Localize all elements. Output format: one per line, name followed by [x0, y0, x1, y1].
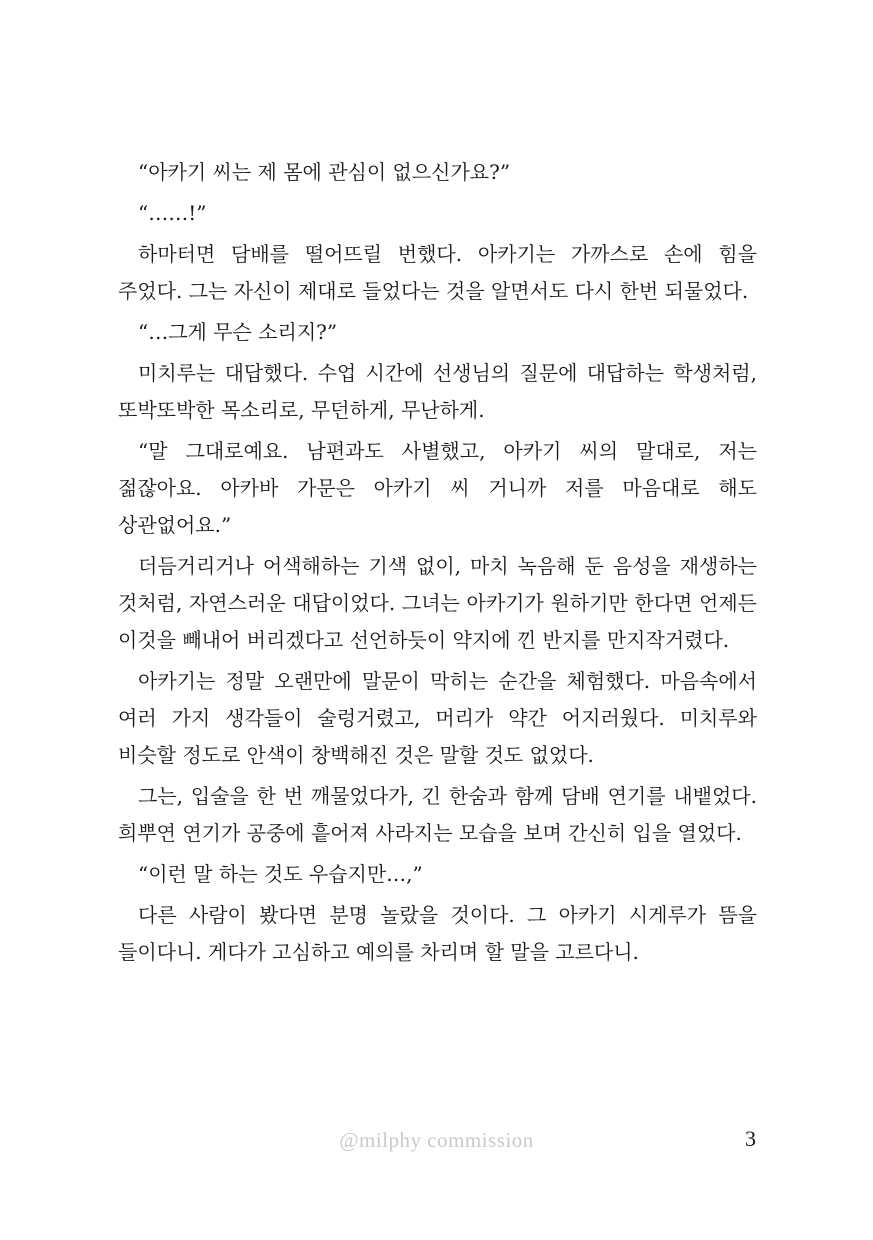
- paragraph: 미치루는 대답했다. 수업 시간에 선생님의 질문에 대답하는 학생처럼, 또박또박한 목소리로, 무던하게, 무난하게.: [118, 361, 757, 422]
- paragraph: “말 그대로예요. 남편과도 사별했고, 아카기 씨의 말대로, 저는 젊잖아요. 아카바 가문은 아카기 씨 거니까 저를 마음대로 해도 상관없어요.”: [118, 439, 757, 537]
- paragraph: “…그게 무슨 소리지?”: [138, 320, 338, 344]
- paragraph: 아카기는 정말 오랜만에 말문이 막히는 순간을 체험했다. 마음속에서 여러 가지 생각들이 술렁거렸고, 머리가 약간 어지러웠다. 미치루와 비슷할 정도로 안색이 창백해진 것은 말할 것도 없었다.: [118, 669, 757, 767]
- page-number: 3: [745, 1126, 756, 1151]
- paragraph: “아카기 씨는 제 몸에 관심이 없으신가요?”: [138, 160, 511, 184]
- body-text: [118, 154, 757, 975]
- paragraph: “이런 말 하는 것도 우습지만…,”: [138, 862, 423, 886]
- paragraph: 더듬거리거나 어색해하는 기색 없이, 마치 녹음해 둔 음성을 재생하는 것처럼, 자연스러운 대답이었다. 그녀는 아카기가 원하기만 한다면 언제든 이것을 빼내어 버리겠다고 선언하듯이 약지에 낀 반지를 만지작거렸다.: [118, 554, 757, 652]
- paragraph: 하마터면 담배를 떨어뜨릴 번했다. 아카기는 가까스로 손에 힘을 주었다. 그는 자신이 제대로 들었다는 것을 알면서도 다시 한번 되물었다.: [118, 242, 757, 303]
- watermark: @milphy commission: [339, 1128, 534, 1152]
- paragraph: “……!”: [138, 201, 207, 225]
- paragraph: 다른 사람이 봤다면 분명 놀랐을 것이다. 그 아카기 시게루가 뜸을 들이다니. 게다가 고심하고 예의를 차리며 할 말을 고르다니.: [118, 903, 757, 964]
- paragraph: 그는, 입술을 한 번 깨물었다가, 긴 한숨과 함께 담배 연기를 내뱉었다. 희뿌연 연기가 공중에 흩어져 사라지는 모습을 보며 간신히 입을 열었다.: [118, 784, 757, 845]
